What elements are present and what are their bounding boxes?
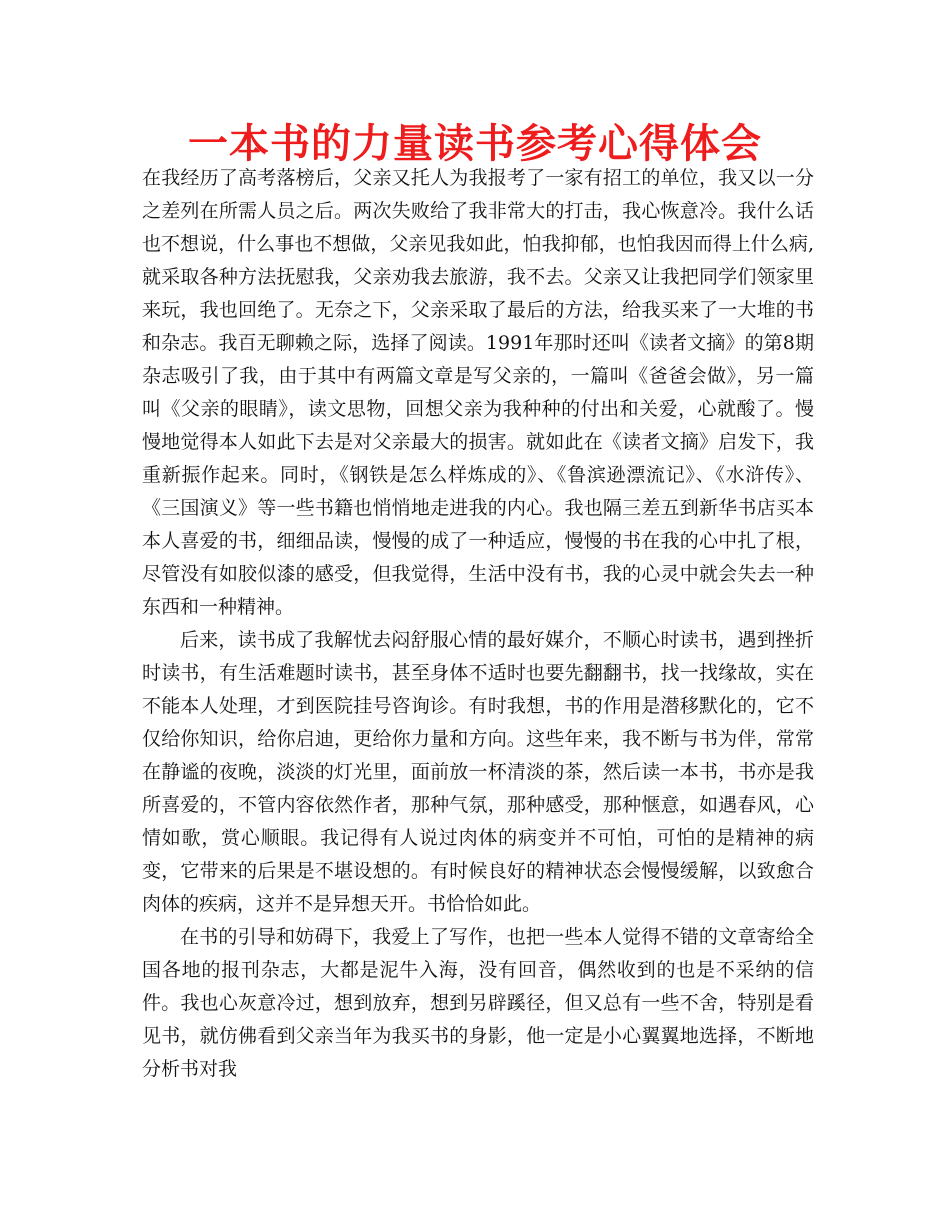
paragraph-1: 在我经历了高考落榜后，父亲又托人为我报考了一家有招工的单位，我又以一分之差列在所需人员之后。两次失败给了我非常大的打击，我心恢意冷。我什么话也不想说，什么事也不想做，父亲见我如此，怕我抑郁，也怕我因而得上什么病,就采取各种方法抚慰我，父亲劝我去旅游，我不去。父亲又让我把同学们领家里来玩，我也回绝了。无奈之下，父亲采取了最后的方法，给我买来了一大堆的书和杂志。我百无聊赖之际，选择了阅读。1991年那时还叫《读者文摘》的第8期杂志吸引了我，由于其中有两篇文章是写父亲的，一篇叫《爸爸会做》，另一篇叫《父亲的眼睛》，读文思物，回想父亲为我种种的付出和关爱，心就酸了。慢慢地觉得本人如此下去是对父亲最大的损害。就如此在《读者文摘》启发下，我重新振作起来。同时，《钢铁是怎么样炼成的》、《鲁滨逊漂流记》、《水浒传》、《三国演义》等一些书籍也悄悄地走进我的内心。我也隔三差五到新华书店买本本人喜爱的书，细细品读，慢慢的成了一种适应，慢慢的书在我的心中扎了根，尽管没有如胶似漆的感受，但我觉得，生活中没有书，我的心灵中就会失去一种东西和一种精神。 xyxy=(142,167,814,618)
paragraph-3: 在书的引导和妨碍下，我爱上了写作，也把一些本人觉得不错的文章寄给全国各地的报刊杂志，大都是泥牛入海，没有回音，偶然收到的也是不采纳的信件。我也心灰意冷过，想到放弃，想到另辟蹊径，但又总有一些不舍，特别是看见书，就仿佛看到父亲当年为我买书的身影，他一定是小心翼翼地选择，不断地分析书对我 xyxy=(142,926,814,1080)
document-title: 一本书的力量读书参考心得体会 xyxy=(188,121,762,167)
paragraph-2: 后来，读书成了我解忧去闷舒服心情的最好媒介，不顺心时读书，遇到挫折时读书，有生活难题时读书，甚至身体不适时也要先翻翻书，找一找缘故，实在不能本人处理，才到医院挂号咨询诊。有时我想，书的作用是潜移默化的，它不仅给你知识，给你启迪，更给你力量和方向。这些年来，我不断与书为伴，常常在静谧的夜晚，淡淡的灯光里，面前放一杯清淡的茶，然后读一本书，书亦是我所喜爱的，不管内容依然作者，那种气氛，那种感受，那种惬意，如遇春风，心情如歌，赏心顺眼。我记得有人说过肉体的病变并不可怕，可怕的是精神的病变，它带来的后果是不堪设想的。有时候良好的精神状态会慢慢缓解，以致愈合肉体的疾病，这并不是异想天开。书恰恰如此。 xyxy=(142,629,814,915)
document-body xyxy=(142,162,814,1086)
